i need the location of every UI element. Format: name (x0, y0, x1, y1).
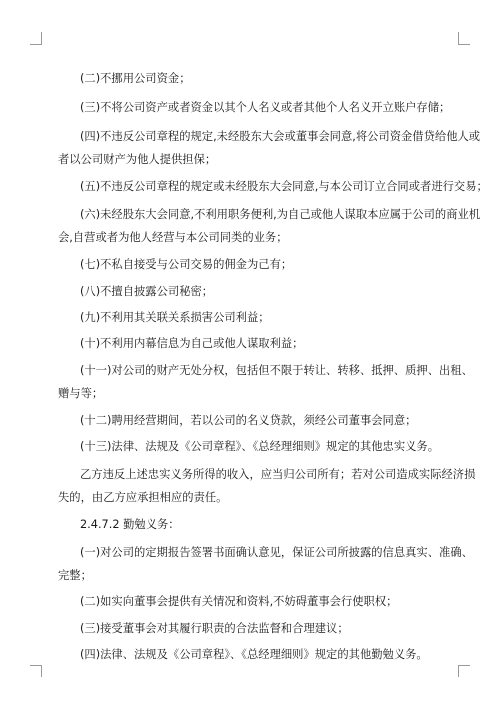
paragraph-line: 会,自营或者为他人经营与本公司同类的业务； (58, 231, 288, 244)
paragraph-line: (三)接受董事会对其履行职责的合法监督和合理建议； (80, 622, 349, 635)
section-heading: 2.4.7.2 勤勉义务： (80, 518, 180, 531)
paragraph-line: (二)如实向董事会提供有关情况和资料,不妨碍董事会行使职权； (80, 595, 398, 608)
paragraph-line: 乙方违反上述忠实义务所得的收入，应当归公司所有；若对公司造成实际经济损 (80, 468, 476, 481)
paragraph-line: (九)不利用其关联关系损害公司利益； (80, 311, 270, 324)
paragraph-line: (二)不挪用公司资金； (80, 72, 191, 85)
crop-mark-bottom-left-v (41, 665, 42, 677)
paragraph-line: (十三)法律、法规及《公司章程》、《总经理细则》规定的其他忠实义务。 (80, 440, 440, 453)
paragraph-line: (四)不违反公司章程的规定,未经股东大会或董事会同意,将公司资金借贷给他人或 (80, 130, 481, 143)
paragraph-line: 失的，由乙方应承担相应的责任。 (58, 491, 228, 504)
crop-mark-top-left-h (30, 44, 42, 45)
paragraph-line: (六)未经股东大会同意,不利用职务便利,为自己或他人谋取本应属于公司的商业机 (80, 208, 481, 221)
paragraph-line: (七)不私自接受与公司交易的佣金为己有； (80, 258, 293, 271)
paragraph-line: 完整； (58, 569, 92, 582)
paragraph-line: 赠与等； (58, 387, 104, 400)
crop-mark-top-left-v (41, 32, 42, 44)
paragraph-line: (四)法律、法规及《公司章程》、《总经理细则》规定的其他勤勉义务。 (80, 648, 428, 661)
paragraph-line: 者以公司财产为他人提供担保； (58, 153, 217, 166)
paragraph-line: (十)不利用内幕信息为自己或他人谋取利益； (80, 337, 304, 350)
paragraph-line: (一)对公司的定期报告签署书面确认意见，保证公司所披露的信息真实、准确、 (80, 546, 473, 559)
paragraph-line: (十一)对公司的财产无处分权，包括但不限于转让、转移、抵押、质押、出租、 (80, 364, 473, 377)
crop-mark-top-right-v (458, 32, 459, 44)
crop-mark-bottom-right-v (458, 665, 459, 677)
paragraph-line: (十二)聘用经营期间，若以公司的名义贷款，须经公司董事会同意； (80, 414, 417, 427)
crop-mark-bottom-right-h (458, 665, 470, 666)
paragraph-line: (五)不违反公司章程的规定或未经股东大会同意,与本公司订立合同或者进行交易； (80, 180, 488, 193)
paragraph-line: (三)不将公司资产或者资金以其个人名义或者其他个人名义开立账户存储； (80, 101, 451, 114)
paragraph-line: (八)不擅自披露公司秘密； (80, 285, 214, 298)
crop-mark-top-right-h (458, 44, 470, 45)
